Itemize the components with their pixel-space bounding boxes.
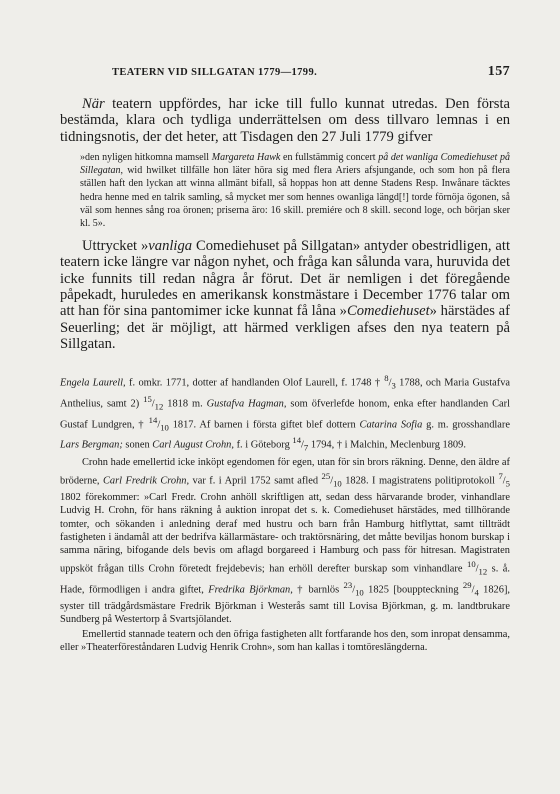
fn2-name-2: Fredrika Björkman, [208,584,293,596]
fn1-text-9: 1794, † i Malchin, Meclenburg 1809. [308,439,466,451]
footnote-continued [60,628,510,655]
fn1-name-2: Gustafva Hagman, [206,398,287,410]
fn1-date-den: 12 [154,401,164,412]
fn2-text-7: 1825 [bouppteckning [363,584,463,596]
paragraph-intro [60,96,510,145]
fn1-text-5: 1817. Af barnen i första giftet blef dottern [168,419,360,430]
fn2-date-den: 10 [333,478,342,489]
fn2-date-den: 4 [474,587,479,598]
italic-lead: När [82,96,105,112]
page-number: 157 [487,64,510,79]
fn2-date-num: 25 [321,470,331,481]
fn1-date-num: 15 [143,393,152,404]
fn2-text-2: var f. i April 1752 samt afled [189,475,322,487]
fn2-text-6: † barnlös [292,584,344,596]
newspaper-quote [80,151,510,230]
fn1-date-num: 14 [148,414,158,425]
fn1-text-7: sonen [122,439,153,451]
fn1-date-den: 7 [303,443,309,454]
fn2-text-1: Crohn hade emellertid icke inköpt egendomen för egen, utan för sin brors räkning. Denne, den äldre af bröderne, [60,457,510,487]
quote-text-3: wid hwilket tillfälle hon läter höra sig med flera Ariers afsjungande, och som hon på flera ställen haft den lyckan att winna allmänt bifall, så hoppas hon att denne Stadens Resp. Inwånare täcktes hedra henne med en talrik samling, så mycket mer som hennes owanliga längd[!] torde förnöja ögonen, så väl som hennes sång roa öronen; priserna äro: 16 skill. premiére och 8 skill. second loge, och början sker kl. 5». [80,165,510,229]
para2-text-2: Comediehuset på Sillgatan» antyder obestridligen, att teatern icke längre var någon nyhet, och fråga kan sålunda vara, huruvida det icke funnits till redan några år förut. Det är nemligen i det föregående påpekadt, huruledes en amerikansk konstmästare i December 1776 talar om att han för sina pantomimer icke kunnat få låna » [60,237,511,320]
quote-text-2: en fullstämmig concert [280,152,379,164]
quote-performer-name: Margareta Hawk [211,152,281,164]
fn2-date-num: 10 [466,558,476,569]
fn1-text-8: f. i Göteborg [233,439,293,451]
fn2-text-4: 1802 förekommer: »Carl Fredr. Crohn anhöll skriftligen att, sedan dess härvarande broder, vinhandlare Ludvig H. Crohn, för hans räkning å auktion inropat det s. k. Comediehuset härstädes, med tillhörande tomter, och sökanden i anledning deraf med hustru och barn från Hamburg hitflyttat, samt tillträdt fastigheten i ändamål att der bedrifva källarmästare- och traktörsnäring, det måtte beviljas honom burskap i samma näring, bifogande dels bevis om aflagd borgareed i Hamburg och pass för hitresan. Magistraten uppsköt frågan tills Crohn företedt frejdebevis; han erhöll derefter burskap som vinhandlare [60,491,510,575]
fn1-name-5: Carl August Crohn, [152,439,234,451]
quote-venue: på det wanliga Comediehuset på Sillegatan, [80,152,511,177]
running-title: TEATERN VID SILLGATAN 1779—1799. [112,67,318,78]
quote-text-1: »den nyligen hitkomna mamsell [80,152,212,164]
fn1-text-3: 1818 m. [163,398,207,410]
footnote-laurell: Engela Laurell, f. omkr. 1771, dotter af handlanden Olof Laurell, f. 1748 † $^8/_3$ 1788, och Maria Gustafva Anthelius, samt 2) $^{15}/_{12}$ 1818 m. Gustafva Hagman, som öfverlefde honom, enka efter handlanden Carl Gustaf Lundgren, † $^{14}/_{10}$ 1817. Af barnen i första giftet blef dottern Catarina Sofia g. m. grosshandlare Lars Bergman; sonen Carl August Crohn, f. i Göteborg $^{14}/_7$ 1794, † i Malchin, Meclenburg 1809. [60,372,510,454]
fn1-name-3: Catarina Sofia [359,419,423,430]
fn1-text-2: 1788, och Maria Gustafva Anthelius, samt 2) [60,377,510,410]
fn2-text-5: s. å. Hade, förmodligen i andra giftet, [60,563,511,596]
fn1-name-1: Engela Laurell, [60,377,126,389]
fn1-text-1: f. omkr. 1771, dotter af handlanden Olof Laurell, f. 1748 † [125,377,385,389]
fn2-date-den: 12 [478,566,488,577]
fn1-date-den: 10 [160,422,169,433]
page-body [60,96,510,654]
para2-italic-1: vanliga [148,237,193,254]
paragraph-main [60,238,510,353]
fn2-date-den: 10 [355,587,364,598]
fn2-date-num: 7 [498,470,503,481]
para2-text-1: Uttrycket » [82,237,149,254]
fn2-date-num: 23 [343,579,353,590]
fn1-text-6: g. m. grosshandlare [422,419,510,430]
fn2-name-1: Carl Fredrik Crohn, [102,475,190,487]
fn2-text-8: 1826], syster till trädgårdsmästare Fredrik Björkman i Westerås samt till Lovisa Björkman, g. m. landtbrukare Sundberg på Westertorp å Svartsjölandet. [60,584,511,626]
fn2-date-den: 5 [505,478,510,489]
para2-text-3: » härstädes af Seuerling; det är möjligt, att härmed verkligen afses den nya teatern på Sillgatan. [60,303,510,353]
fn1-name-4: Lars Bergman; [60,439,123,451]
fn2-date-num: 29 [462,579,472,590]
para2-italic-2: Comediehuset [346,303,430,320]
paragraph-intro-text: teatern uppfördes, har icke till fullo kunnat utredas. Den första bestämda, klara och tydliga underrättelsen om dess tillvaro lemnas i en tidningsnotis, der det heter, att Tisdagen den 27 Juli 1779 gifver [60,96,510,145]
fn1-text-4: som öfverlefde honom, enka efter handlanden Carl Gustaf Lundgren, † [60,398,510,430]
fn2-text-3: 1828. I magistratens politiprotokoll [341,475,499,487]
fn1-date-den: 3 [391,380,396,391]
fn3-text: Emellertid stannade teatern och den öfriga fastigheten allt fortfarande hos den, som inropat densamma, eller »Theaterföreståndaren Ludvig Henrik Crohn», som han kallas i tomtöreslängderna. [60,628,510,653]
footnote-crohn: Crohn hade emellertid icke inköpt egendomen för egen, utan för sin brors räkning. Denne, den äldre af bröderne, Carl Fredrik Crohn, var f. i April 1752 samt afled $^{25}/_{10}$ 1828. I magistratens politiprotokoll $^7/_5$ 1802 förekommer: »Carl Fredr. Crohn anhöll skriftligen att, sedan dess härvarande broder, vinhandlare Ludvig H. Crohn, för hans räkning å auktion inropat det s. k. Comediehuset härstädes, med tillhörande tomter, och sökanden i anledning deraf med hustru och barn från Hamburg hitflyttat, samt tillträdt fastigheten i ändamål att der bedrifva källarmästare- och traktörsnäring, det måtte beviljas honom burskap i samma näring, bifogande dels bevis om aflagd borgareed i Hamburg och pass för hitresan. Magistraten uppsköt frågan tills Crohn företedt frejdebevis; han erhöll derefter burskap som vinhandlare $^{10}/_{12}$ s. å. Hade, förmodligen i andra giftet, Fredrika Björkman, † barnlös $^{23}/_{10}$ 1825 [bouppteckning $^{29}/_4$ 1826], syster till trädgårdsmästare Fredrik Björkman i Westerås samt till Lovisa Björkman, g. m. landtbrukare Sundberg på Westertorp å Svartsjölandet. [60,457,511,626]
fn1-date-num: 14 [292,435,302,446]
fn1-date-num: 8 [384,372,389,383]
